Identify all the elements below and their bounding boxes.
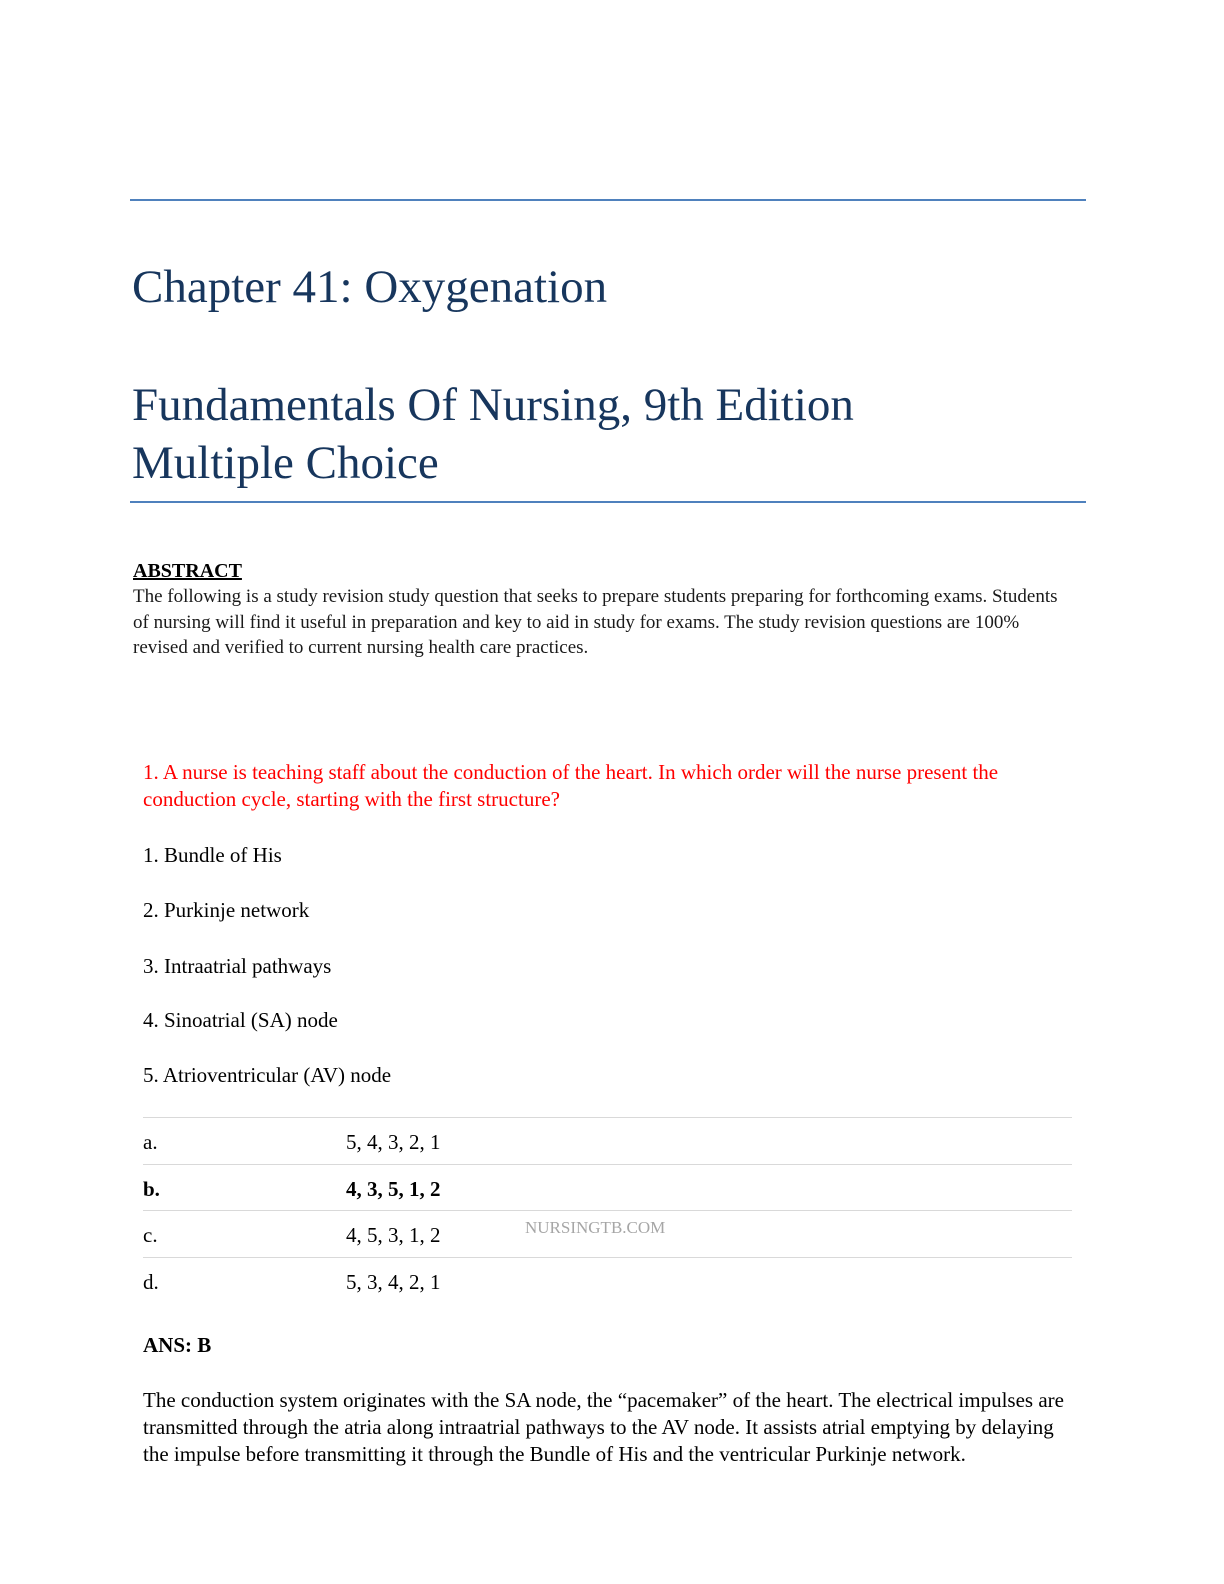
book-subtitle: Multiple Choice [132,437,439,489]
question-item: 4. Sinoatrial (SA) node [143,1008,338,1032]
option-c-value: 4, 5, 3, 1, 2 [346,1223,441,1247]
option-divider [143,1210,1072,1211]
option-d-letter: d. [143,1270,159,1294]
option-divider [143,1164,1072,1165]
option-divider [143,1117,1072,1118]
option-divider [143,1257,1072,1258]
question-item: 3. Intraatrial pathways [143,954,332,978]
question-item: 5. Atrioventricular (AV) node [143,1063,392,1087]
answer-label: ANS: B [143,1333,212,1357]
header-rule-top [130,199,1086,201]
answer-rationale: The conduction system originates with the SA node, the “pacemaker” of the heart. The electrical impulses are transmitted through the atria along intraatrial pathways to the AV node. It assists atrial emptying by delaying the impulse before transmitting it through the Bundle of His and the ventricular Purkinje network. [143,1388,1064,1466]
option-b-value: 4, 3, 5, 1, 2 [346,1177,441,1201]
question-item: 1. Bundle of His [143,843,282,867]
option-c-letter: c. [143,1223,158,1247]
question-stem: 1. A nurse is teaching staff about the conduction of the heart. In which order will the nurse present the conduction cycle, starting with the first structure? [143,760,999,811]
option-d-value: 5, 3, 4, 2, 1 [346,1270,441,1294]
option-b-letter: b. [143,1177,160,1201]
abstract-body: The following is a study revision study question that seeks to prepare students preparing for forthcoming exams. Students of nursing will find it useful in preparation and key to aid in study for exams. The study revision questions are 100% revised and verified to current nursing health care practices. [133,586,1058,658]
chapter-title: Chapter 41: Oxygenation [132,261,608,313]
abstract-heading: ABSTRACT [133,560,242,582]
header-rule-bottom [130,501,1086,503]
watermark: NURSINGTB.COM [525,1218,666,1237]
option-a-value: 5, 4, 3, 2, 1 [346,1130,441,1154]
option-a-letter: a. [143,1130,158,1154]
book-title: Fundamentals Of Nursing, 9th Edition [132,379,854,431]
question-item: 2. Purkinje network [143,898,310,922]
